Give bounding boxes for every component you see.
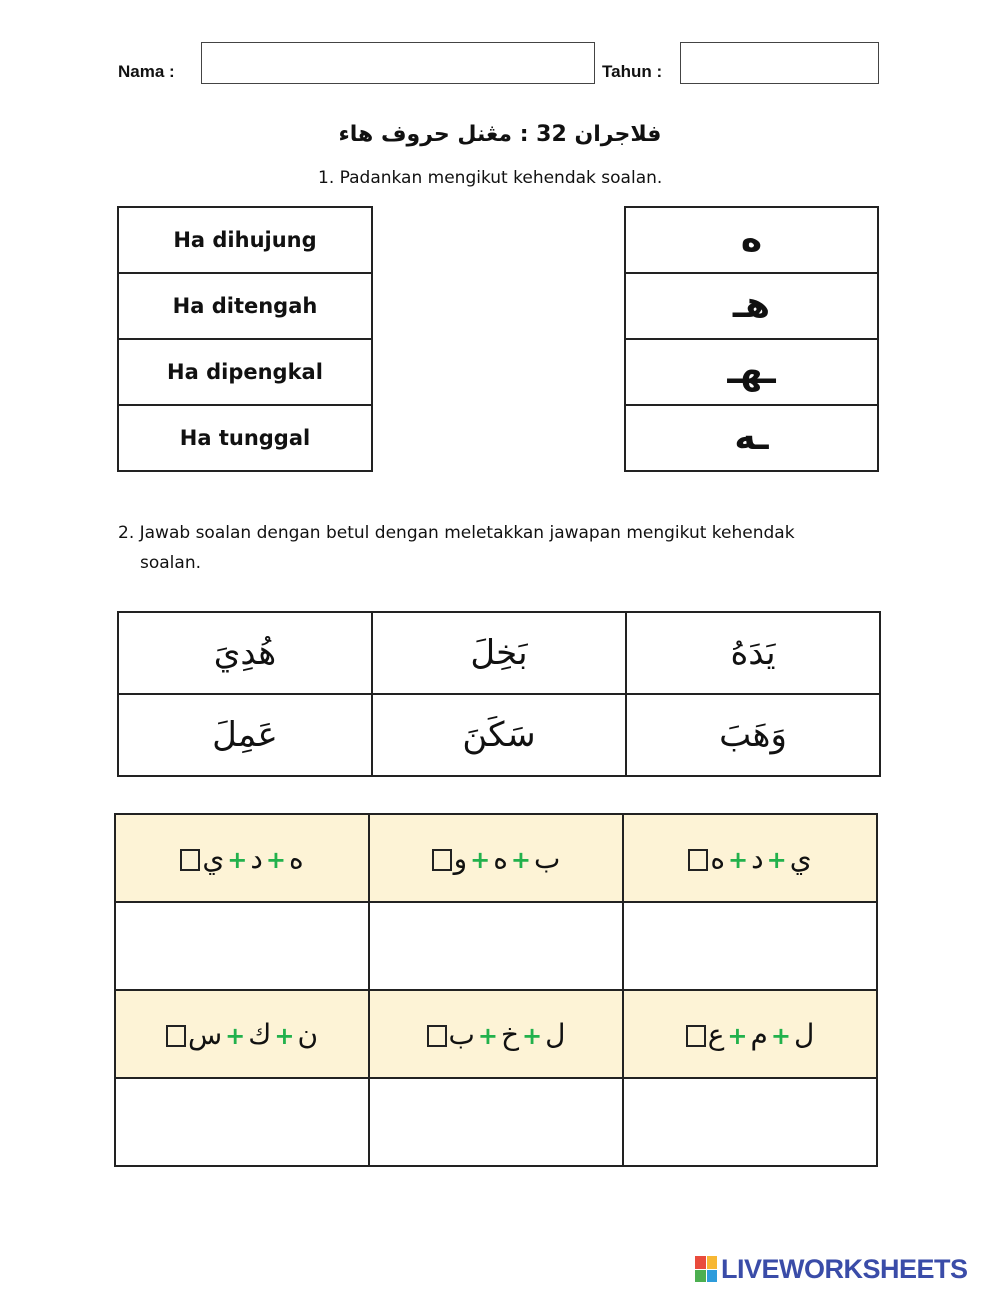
letter: ك [248,1017,272,1051]
letter: س [187,1017,223,1051]
letter: و [453,841,468,875]
answer-drop-zone[interactable] [369,902,623,990]
letter: ي [789,841,812,875]
answer-drop-zone[interactable] [623,1078,877,1166]
letter: ل [545,1017,566,1051]
plus-sign: + [766,845,787,874]
puzzle-cell [369,990,623,1078]
right-item[interactable]: هـ [625,273,878,339]
plus-sign: + [477,1021,498,1050]
right-item[interactable]: ـهـ [625,339,878,405]
plus-sign: + [227,845,248,874]
answer-drop-zone[interactable] [115,1078,369,1166]
plus-sign: + [728,845,749,874]
plus-sign: + [510,845,532,874]
checkbox-icon[interactable] [427,1025,447,1047]
plus-sign: + [265,845,286,874]
left-item[interactable]: Ha tunggal [118,405,372,471]
plus-sign: + [470,845,491,874]
matching-right-table [624,206,879,472]
matching-left-table [117,206,373,472]
word-cell[interactable]: سَكَنَ [372,694,626,776]
question2-instruction-cont: soalan. [140,553,201,573]
letter: ه [493,841,508,875]
page-title: فلاجران 32 : مڠنل حروف هاء [338,122,662,147]
answer-drop-zone[interactable] [623,902,877,990]
plus-sign: + [522,1021,543,1050]
right-item[interactable]: ه [625,207,878,273]
checkbox-icon[interactable] [688,849,708,871]
plus-sign: + [770,1021,791,1050]
word-cell[interactable]: بَخِلَ [372,612,626,694]
letter: ن [297,1017,319,1051]
letter: د [751,841,764,875]
checkbox-icon[interactable] [180,849,200,871]
word-cell[interactable]: يَدَهُ [626,612,880,694]
answer-table [114,813,878,1167]
letter: ل [793,1017,815,1051]
plus-sign: + [225,1021,246,1050]
letter: م [750,1017,768,1051]
letter: خ [500,1017,520,1051]
word-cell[interactable]: عَمِلَ [118,694,372,776]
answer-drop-zone[interactable] [115,902,369,990]
letter: د [250,841,263,875]
letter: ي [202,841,225,875]
year-input[interactable] [680,42,879,84]
name-input[interactable] [201,42,595,84]
puzzle-cell [623,990,877,1078]
left-item[interactable]: Ha dihujung [118,207,372,273]
question2-instruction: 2. Jawab soalan dengan betul dengan meletakkan jawapan mengikut kehendak [118,523,795,543]
checkbox-icon[interactable] [686,1025,706,1047]
liveworksheets-logo[interactable] [695,1252,968,1286]
word-cell[interactable]: وَهَبَ [626,694,880,776]
logo-mark-icon [695,1256,717,1282]
logo-text: LIVEWORKSHEETS [721,1253,968,1284]
right-item[interactable]: ـه [625,405,878,471]
year-label: Tahun : [602,62,663,81]
letter: ب [448,1017,475,1051]
plus-sign: + [274,1021,295,1050]
question1-instruction: 1. Padankan mengikut kehendak soalan. [318,168,663,188]
word-table [117,611,881,777]
puzzle-cell [115,814,369,902]
answer-drop-zone[interactable] [369,1078,623,1166]
checkbox-icon[interactable] [432,849,452,871]
word-cell[interactable]: هُدِيَ [118,612,372,694]
letter: ه [288,841,304,875]
puzzle-cell [623,814,877,902]
puzzle-cell [369,814,623,902]
name-label: Nama : [118,62,175,81]
left-item[interactable]: Ha dipengkal [118,339,372,405]
plus-sign: + [727,1021,748,1050]
letter: ع [707,1017,725,1051]
left-item[interactable]: Ha ditengah [118,273,372,339]
puzzle-cell [115,990,369,1078]
checkbox-icon[interactable] [166,1025,186,1047]
letter: ب [534,841,561,875]
letter: ه [710,841,726,875]
